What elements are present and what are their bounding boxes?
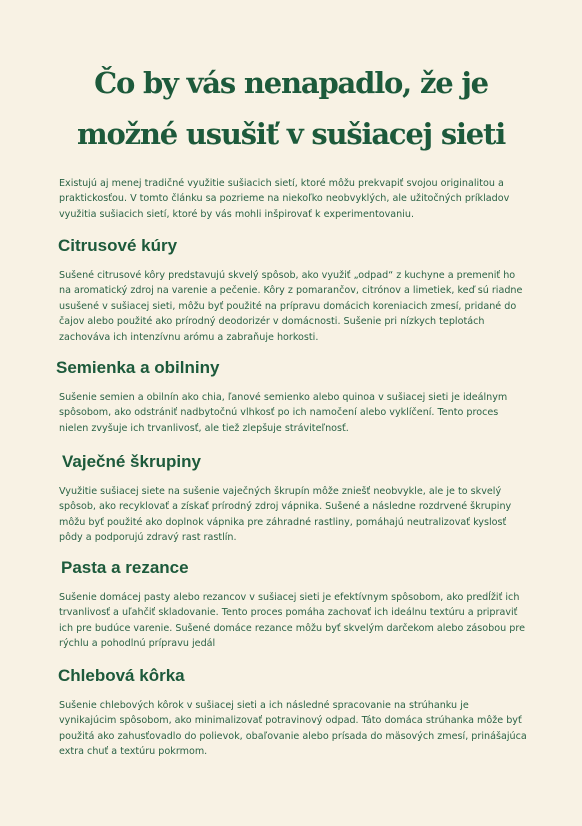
section-body-citrusove-kury: Sušené citrusové kôry predstavujú skvelý spôsob, ako využiť „odpad“ z kuchyne a premeniť ho na aromatický zdroj na varenie a pečenie. Kôry z pomarančov, citrónov a limetiek, keď sú riadne usušené v sušiacej sieti, môžu byť použité na prípravu domácich koreniacich zmesí, pridané do čajov alebo použité ako prírodný deodorizér v domácnosti. Sušenie pri nízkych teplotách zachováva ich intenzívnu arómu a zabraňuje horkosti. [59,270,523,343]
section-title-citrusove-kury: Citrusové kúry [58,236,178,255]
section-title-pasta-a-rezance: Pasta a rezance [61,558,189,577]
article-title-line-1: Čo by vás nenapadlo, že je [94,66,488,100]
section-body-vajecne-skrupiny: Využitie sušiacej siete na sušenie vaječných škrupín môže zniešť neobvykle, ale je to skvelý spôsob, ako recyklovať a získať prírodný zdroj vápnika. Sušené a následne rozdrvené škrupiny môžu byť použité ako doplnok vápnika pre záhradné rastliny, pomáhajú neutralizovať kyslosť pôdy a podporujú zdravý rast rastlín. [59,486,512,544]
section-body-semienka-a-obilniny: Sušenie semien a obilnín ako chia, ľanové semienko alebo quinoa v sušiacej sieti je ideálnym spôsobom, ako odstrániť nadbytočnú vlhkosť po ich namočení alebo vyklíčení. Tento proces nielen zvyšuje ich trvanlivosť, ale tiež zlepšuje stráviteľnosť. [59,392,508,434]
article-title [0,58,582,160]
intro-paragraph: Existujú aj menej tradičné využitie sušiacich sietí, ktoré môžu prekvapiť svojou originalitou a praktickosťou. V tomto článku sa pozrieme na niekoľko neobvyklých, ale užitočných príkladov využitia sušiacich sietí, ktoré by vás mohli inšpirovať k experimentovaniu. [59,178,510,220]
section-title-vajecne-skrupiny: Vaječné škrupiny [62,452,201,471]
article-title-line-2: možné usušiť v sušiacej sieti [76,117,506,151]
section-body-pasta-a-rezance: Sušenie domácej pasty alebo rezancov v sušiacej sieti je efektívnym spôsobom, ako predĺžiť ich trvanlivosť a uľahčiť skladovanie. Tento proces pomáha zachovať ich ideálnu textúru a pripraviť ich pre budúce varenie. Sušené domáce rezance môžu byť skvelým darčekom alebo zásobou pre rýchlu a pohodlnú prípravu jedál [59,592,525,650]
section-title-chlebova-korka: Chlebová kôrka [58,666,185,685]
section-body-chlebova-korka: Sušenie chlebových kôrok v sušiacej sieti a ich následné spracovanie na strúhanku je vynikajúcim spôsobom, ako minimalizovať potravinový odpad. Táto domáca strúhanka môže byť použitá ako zahusťovadlo do polievok, obaľovanie alebo prísada do mäsových zmesí, prinášajúca extra chuť a textúru pokrmom. [59,700,527,758]
section-title-semienka-a-obilniny: Semienka a obilniny [56,358,220,377]
